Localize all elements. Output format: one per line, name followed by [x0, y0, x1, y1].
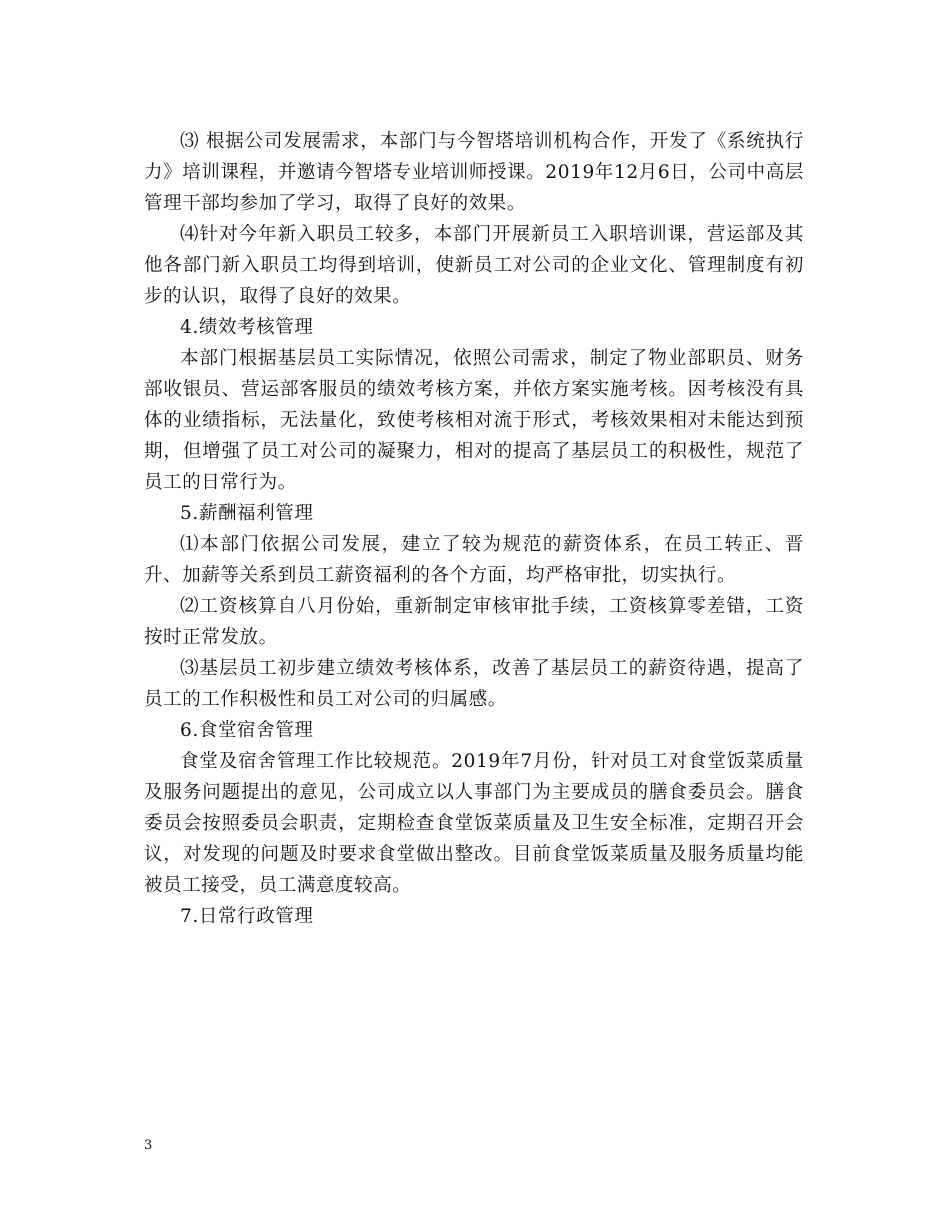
document-body: [144, 126, 804, 932]
paragraph-appraisal-system: ⑶基层员工初步建立绩效考核体系，改善了基层员工的薪资待遇，提高了员工的工作积极性和员工对公司的归属感。: [144, 658, 804, 710]
section-heading-compensation: 5.薪酬福利管理: [180, 503, 314, 524]
section-heading-admin: 7.日常行政管理: [180, 906, 314, 927]
paragraph-training-course: ⑶ 根据公司发展需求，本部门与今智塔培训机构合作，开发了《系统执行力》培训课程，并邀请今智塔专业培训师授课。2019年12月6日，公司中高层管理干部均参加了学习，取得了良好的效果。: [144, 131, 804, 214]
section-heading-performance: 4.绩效考核管理: [180, 317, 314, 338]
paragraph-new-employee-training: ⑷针对今年新入职员工较多，本部门开展新员工入职培训课，营运部及其他各部门新入职员工均得到培训，使新员工对公司的企业文化、管理制度有初步的认识，取得了良好的效果。: [144, 224, 804, 307]
paragraph-performance: 本部门根据基层员工实际情况，依照公司需求，制定了物业部职员、财务部收银员、营运部客服员的绩效考核方案，并依方案实施考核。因考核没有具体的业绩指标，无法量化，致使考核相对流于形式，考核效果相对未能达到预期，但增强了员工对公司的凝聚力，相对的提高了基层员工的积极性，规范了员工的日常行为。: [144, 348, 804, 493]
paragraph-salary-system: ⑴本部门依据公司发展，建立了较为规范的薪资体系，在员工转正、晋升、加薪等关系到员工薪资福利的各个方面，均严格审批，切实执行。: [144, 534, 804, 586]
paragraph-payroll: ⑵工资核算自八月份始，重新制定审核审批手续，工资核算零差错，工资按时正常发放。: [144, 596, 804, 648]
section-heading-canteen: 6.食堂宿舍管理: [180, 720, 314, 741]
paragraph-canteen: 食堂及宿舍管理工作比较规范。2019年7月份，针对员工对食堂饭菜质量及服务问题提出的意见，公司成立以人事部门为主要成员的膳食委员会。膳食委员会按照委员会职责，定期检查食堂饭菜质量及卫生安全标准，定期召开会议，对发现的问题及时要求食堂做出整改。目前食堂饭菜质量及服务质量均能被员工接受，员工满意度较高。: [144, 751, 804, 896]
page-number: 3: [144, 1138, 153, 1153]
